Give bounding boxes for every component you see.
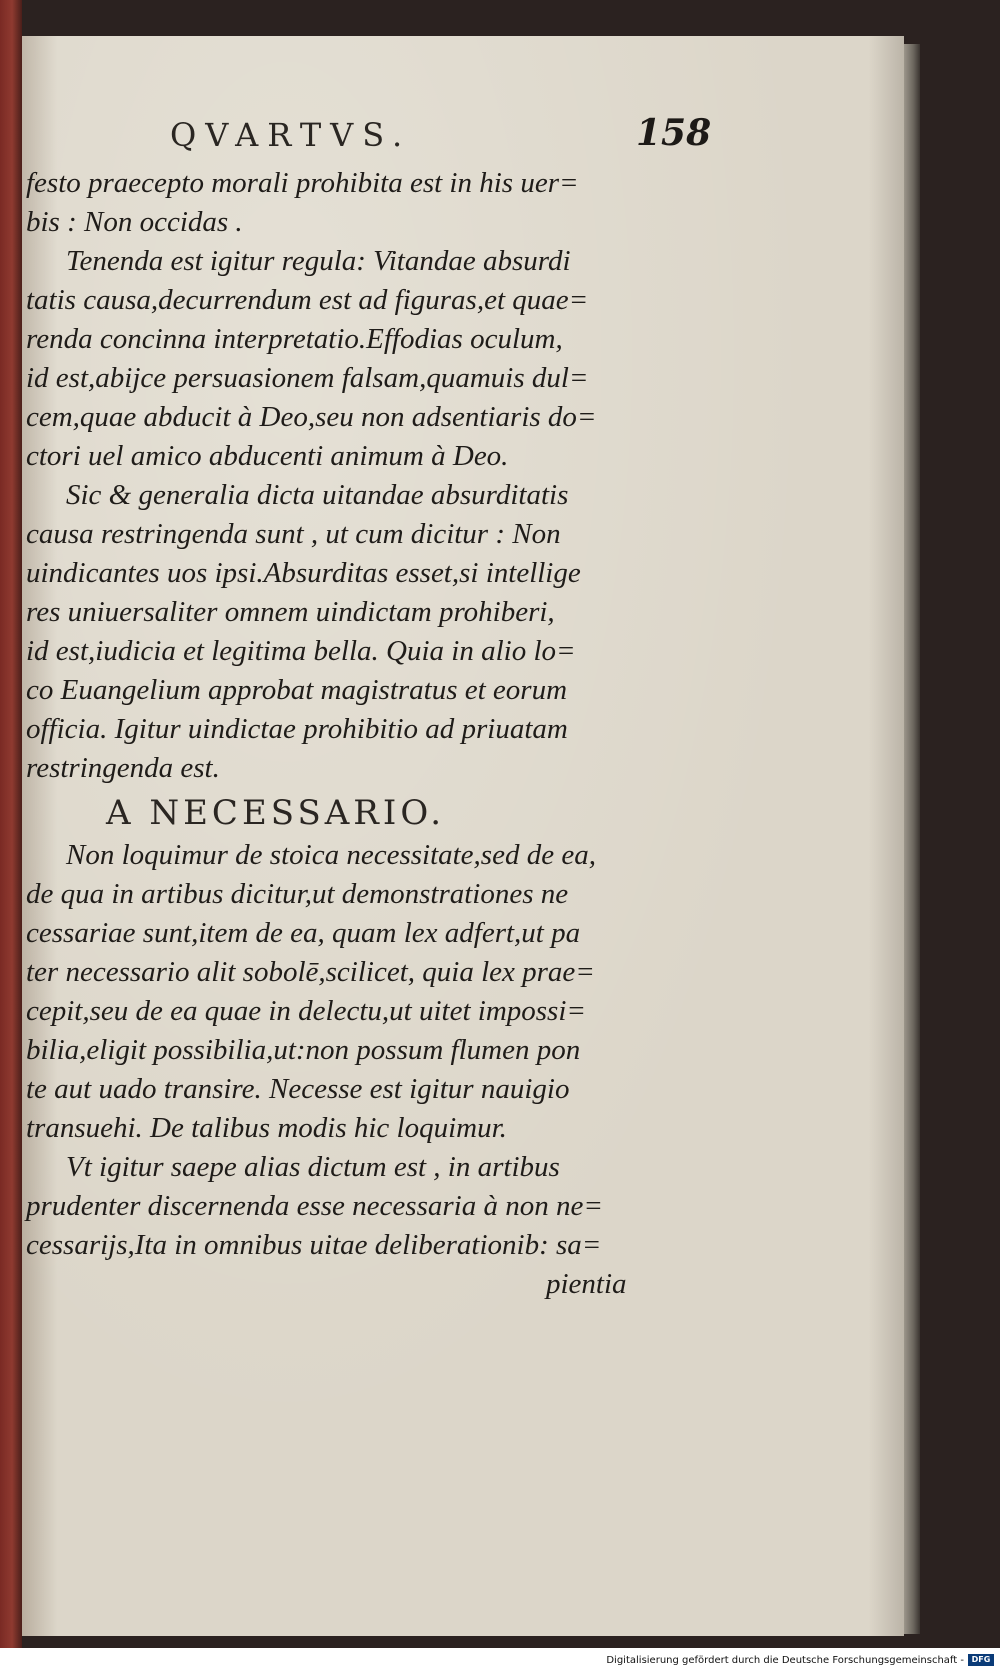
page-number: 158 (636, 112, 712, 154)
text-line: cepit,seu de ea quae in delectu,ut uitet impossi= (26, 995, 586, 1027)
text-line: cessariae sunt,item de ea, quam lex adfert,ut pa (26, 917, 581, 949)
book-binding (0, 0, 22, 1648)
text-line: Sic & generalia dicta uitandae absurditatis (66, 479, 569, 511)
text-line: cem,quae abducit à Deo,seu non adsentiaris do= (26, 401, 597, 433)
text-line: officia. Igitur uindictae prohibitio ad priuatam (26, 713, 568, 745)
text-line: uindicantes uos ipsi.Absurditas esset,si intellige (26, 557, 581, 589)
text-line: restringenda est. (26, 752, 220, 784)
text-line: festo praecepto morali prohibita est in his uer= (26, 167, 579, 199)
text-line: te aut uado transire. Necesse est igitur nauigio (26, 1073, 570, 1105)
text-line: Non loquimur de stoica necessitate,sed de ea, (66, 839, 596, 871)
section-heading: A NECESSARIO. (106, 793, 446, 833)
text-line: id est,iudicia et legitima bella. Quia in alio lo= (26, 635, 576, 667)
text-line: Tenenda est igitur regula: Vitandae absurdi (66, 245, 571, 277)
text-line: de qua in artibus dicitur,ut demonstrationes ne (26, 878, 569, 910)
text-line: ctori uel amico abducenti animum à Deo. (26, 440, 509, 472)
running-title: QVARTVS. (170, 116, 412, 154)
text-line: ter necessario alit sobolē,scilicet, quia lex prae= (26, 956, 595, 988)
text-line: co Euangelium approbat magistratus et eorum (26, 674, 568, 706)
text-line: prudenter discernenda esse necessaria à non ne= (26, 1190, 603, 1222)
text-line: transuehi. De talibus modis hic loquimur. (26, 1112, 507, 1144)
text-line: bis : Non occidas . (26, 206, 243, 238)
text-line: Vt igitur saepe alias dictum est , in artibus (66, 1151, 560, 1183)
dfg-logo: DFG (968, 1654, 994, 1666)
page-edge (904, 44, 920, 1634)
text-line: cessarijs,Ita in omnibus uitae deliberationib: sa= (26, 1229, 602, 1261)
text-line: bilia,eligit possibilia,ut:non possum flumen pon (26, 1034, 581, 1066)
text-line: tatis causa,decurrendum est ad figuras,et quae= (26, 284, 589, 316)
text-line: id est,abijce persuasionem falsam,quamuis dul= (26, 362, 589, 394)
text-line: res uniuersaliter omnem uindictam prohiberi, (26, 596, 555, 628)
footer-credit: Digitalisierung gefördert durch die Deutsche Forschungsgemeinschaft - (606, 1655, 964, 1666)
catchword: pientia (546, 1268, 627, 1300)
page-text (26, 164, 646, 1304)
text-line: causa restringenda sunt , ut cum dicitur : Non (26, 518, 561, 550)
text-line: renda concinna interpretatio.Effodias oculum, (26, 323, 563, 355)
